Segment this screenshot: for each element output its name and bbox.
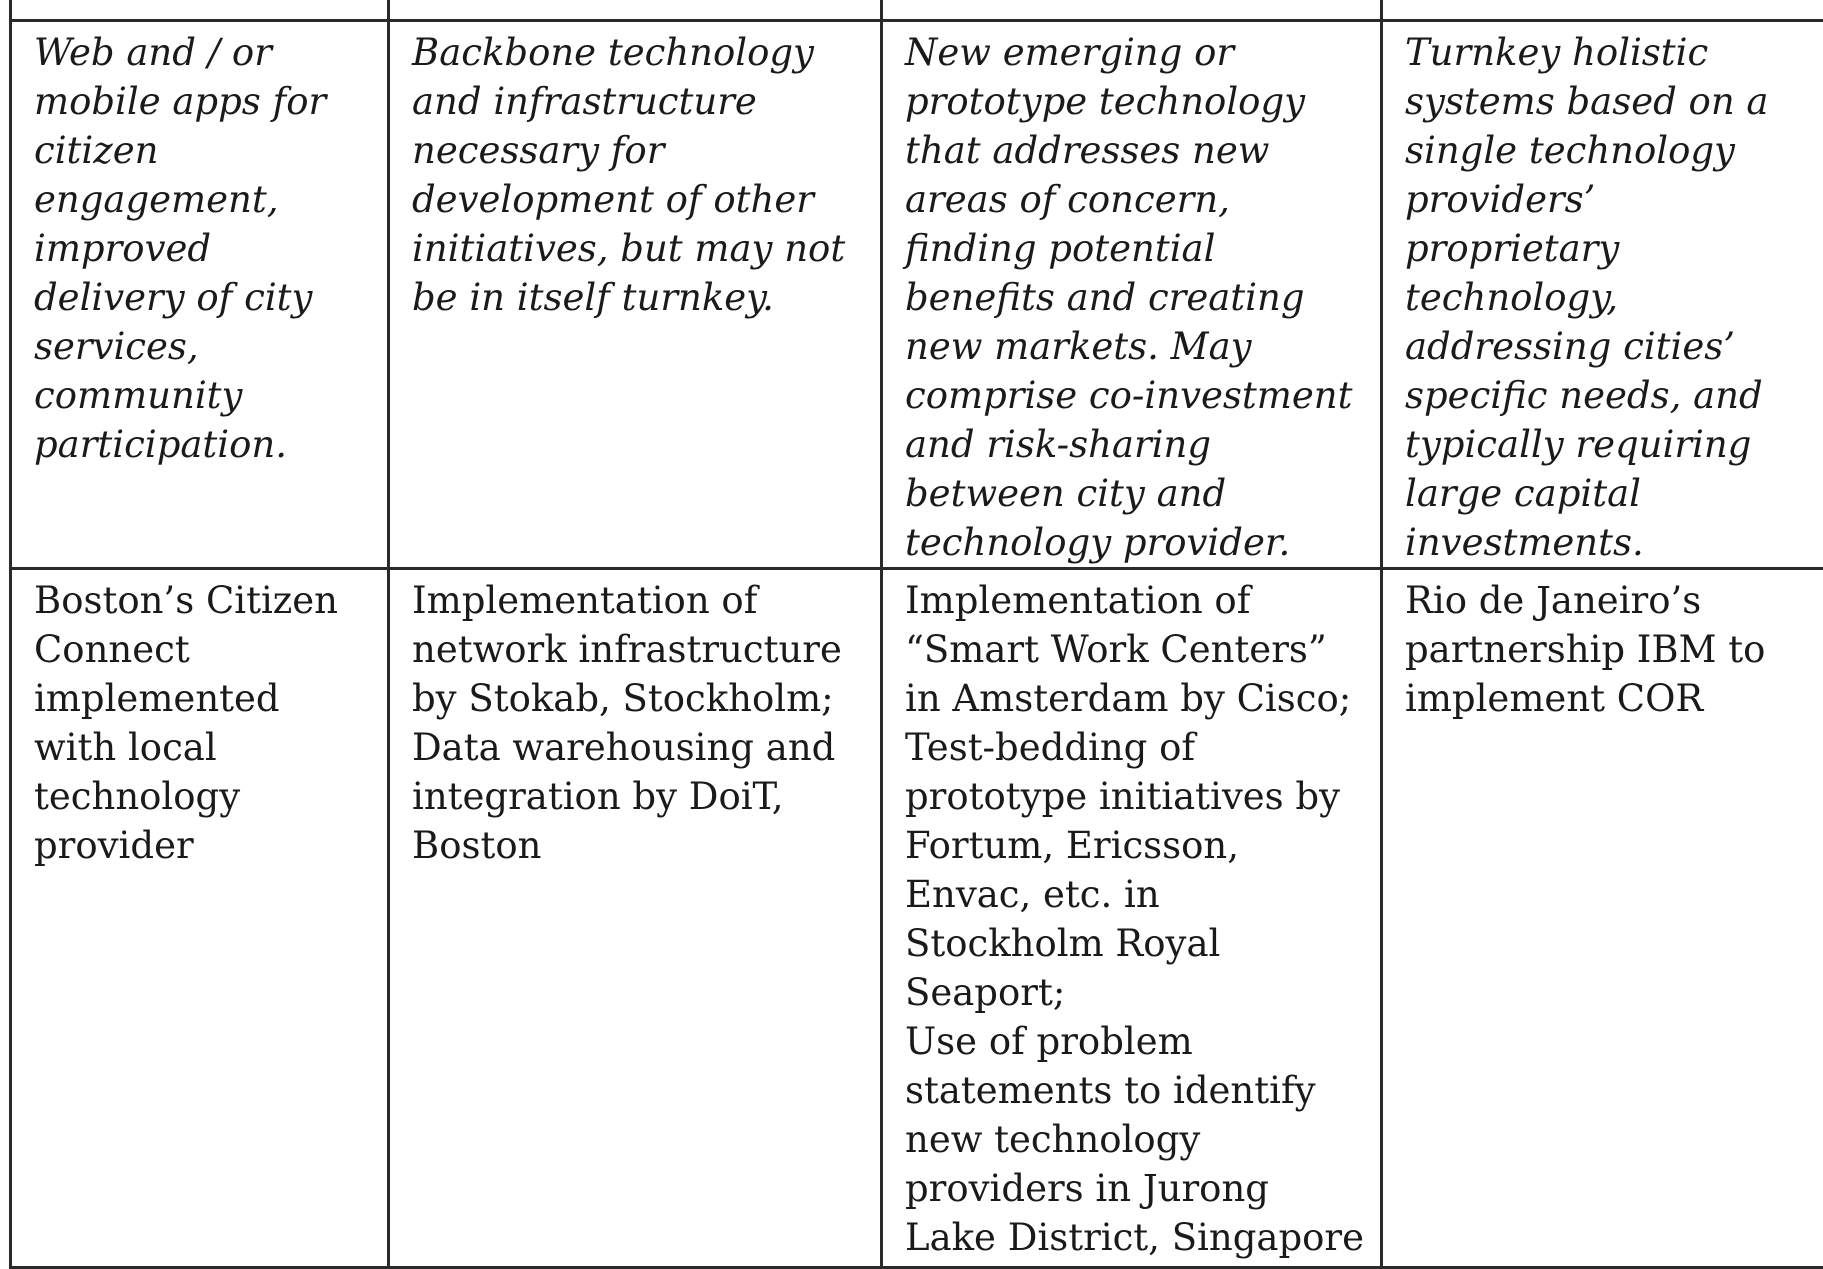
description-cell-apps — [11, 21, 389, 569]
table-row-top-partial — [11, 0, 1823, 21]
description-cell-backbone — [389, 21, 882, 569]
description-cell-turnkey — [1382, 21, 1823, 569]
example-cell-apps — [11, 569, 389, 1268]
table-cell-top — [882, 0, 1382, 21]
description-text: Web and / or mobile apps for citizen engagement, improved delivery of city services, community participation. — [34, 28, 373, 469]
description-text: New emerging or prototype technology that addresses new areas of concern, finding potential benefits and creating new markets. May comprise co-investment and risk-sharing between city and technology provider. — [905, 28, 1366, 567]
example-text: Implementation of network infrastructure by Stokab, Stockholm; Data warehousing and integration by DoiT, Boston — [412, 576, 866, 870]
table-cell-top — [389, 0, 882, 21]
table-row-descriptions — [11, 21, 1823, 569]
description-text: Turnkey holistic systems based on a single technology providers’ proprietary technology, addressing cities’ specific needs, and typically requiring large capital investments. — [1405, 28, 1809, 567]
example-text: Rio de Janeiro’s partnership IBM to implement COR — [1405, 576, 1809, 723]
example-cell-emerging — [882, 569, 1382, 1268]
technology-category-table — [9, 0, 1823, 1269]
table-row-examples — [11, 569, 1823, 1268]
description-cell-emerging — [882, 21, 1382, 569]
table-cell-top — [1382, 0, 1823, 21]
table-cell-top — [11, 0, 389, 21]
example-cell-turnkey — [1382, 569, 1823, 1268]
description-text: Backbone technology and infrastructure necessary for development of other initiatives, but may not be in itself turnkey. — [412, 28, 866, 322]
example-text: Boston’s Citizen Connect implemented with local technology provider — [34, 576, 373, 870]
example-text: Implementation of “Smart Work Centers” in Amsterdam by Cisco; Test-bedding of prototype initiatives by Fortum, Ericsson, Envac, etc. in Stockholm Royal Seaport; Use of problem statements to identify new technology providers in Jurong Lake District, Singapore — [905, 576, 1366, 1262]
example-cell-backbone — [389, 569, 882, 1268]
